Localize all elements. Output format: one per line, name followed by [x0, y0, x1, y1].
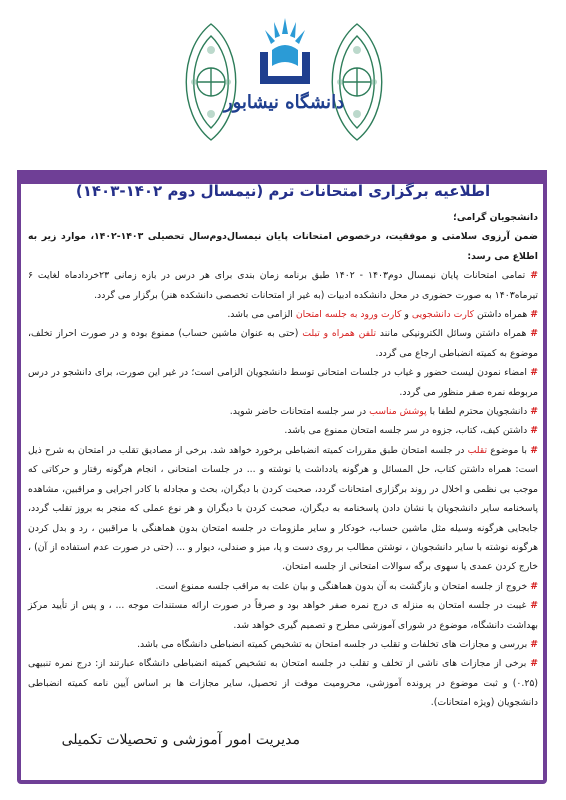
signature: مدیریت امور آموزشی و تحصیلات تکمیلی: [61, 732, 300, 748]
item-text: تمامی امتحانات پایان نیمسال دوم۱۴۰۳ - ۱۴۰۲ طبق برنامه زمان بندی برای هر درس در بازه زمانی ۲۳خرداد‌ماه لغایت ۶ تیرماه۱۴۰۳ به صورت حضوری در محل دانشکده ادبیات (به غیر از امتحانات تخصصی دانشکده هنر) برگزار می گردد.: [28, 270, 538, 301]
announcement-item: [28, 363, 538, 402]
greeting: دانشجویان گرامی؛: [453, 212, 538, 223]
highlighted-text: کارت دانشجویی: [411, 309, 475, 321]
item-hash-marker: #: [530, 270, 538, 282]
item-text: خروج از جلسه امتحان و بازگشت به آن بدون هماهنگی و بیان علت به مراقب جلسه ممنوع است.: [155, 580, 531, 592]
announcement-item: [28, 266, 538, 305]
announcement-item: [28, 324, 538, 363]
announcement-item: [28, 596, 538, 635]
announcement-item: [28, 421, 538, 440]
ornament-right-icon: [314, 20, 400, 144]
item-text: بررسی و مجازات های تخلفات و تقلب در جلسه امتحان به تشخیص کمیته انضباطی دانشگاه می باشد.: [137, 638, 531, 650]
announcement-item: [28, 577, 538, 596]
announcement-title: اطلاعیه برگزاری امتحانات ترم (نیمسال دوم ۱۴۰۲-۱۴۰۳): [75, 182, 491, 200]
item-hash-marker: #: [530, 309, 538, 321]
item-text: برخی از مجازات های ناشی از تخلف و تقلب در جلسه امتحان به تشخیص کمیته انضباطی دانشگاه عبارتند از: درج نمره تنبیهی (۰.۲۵) و ثبت موضوع در پرونده آموزشی، محرومیت موقت از تحصیل، سایر مجازات ها بر اساس آیین نامه کمیته انضباطی دانشجویان (ویژه امتحانات).: [28, 658, 538, 709]
announcement-items: [28, 266, 538, 712]
item-hash-marker: #: [530, 425, 538, 437]
item-hash-marker: #: [530, 600, 538, 612]
highlighted-text: تلفن همراه و تبلت: [302, 328, 377, 340]
item-text: همراه داشتن وسائل الکترونیکی مانند: [376, 328, 531, 340]
item-text: با موضوع: [487, 444, 531, 456]
item-text: همراه داشتن: [474, 309, 531, 321]
intro-paragraph: ضمن آرزوی سلامتی و موفقیت، درخصوص امتحانات پایان نیمسال‌دوم‌سال تحصیلی ۱۴۰۳-۱۴۰۲، موارد زیر به اطلاع می رسد:: [28, 231, 538, 262]
item-text: در جلسه امتحان طبق مقررات کمیته انضباطی برخورد خواهد شد. برخی از مصادیق تقلب در امتحان به شرح ذیل است: همراه داشتن کتاب، حل المسائل و هرگونه یادداشت یا نوشته و ... در جلسات امتحانی ، انجام هرگونه رفتار و حرکاتی که موجب بی نظمی و اخلال در روند برگزاری امتحانات گردد، صحبت کردن با دیگران، بحث و مجادله با کادر اجرایی و مراقبین، مشاهده پاسخنامه سایر دانشجویان یا نشان دادن پاسخنامه به دیگران، صحبت کردن با دیگران و هر نوع عملی که منجر به بروز تقلب گردد، جابجایی هرگونه وسیله مثل ماشین حساب، خودکار و سایر ملزومات در جلسه امتحان بدون هماهنگی با مراقبین ، رد و بدل کردن هرگونه نوشته با سایر دانشجویان ، نوشتن مطالب بر روی دست و پا، میز و صندلی، دیوار و ... (حتی در صورت عدم استفاده از آن) ، خارج کردن عمدی یا سهوی برگه سوالات امتحانی از جلسه امتحان.: [28, 444, 538, 573]
item-text: و: [401, 309, 412, 321]
item-hash-marker: #: [530, 638, 538, 650]
header: [0, 0, 566, 178]
item-text: غیبت در جلسه امتحان به منزله ی درج نمره صفر خواهد بود و صرفاً در صورت ارائه مستندات موجه ... ، و پس از تأیید مرکز بهداشت دانشگاه، موضوع در شورای آموزشی مطرح و تصمیم گیری خواهد شد.: [28, 600, 538, 631]
announcement-item: [28, 635, 538, 654]
item-text: امضاء نمودن لیست حضور و غیاب در جلسات امتحانی توسط دانشجویان الزامی است؛ در غیر این صورت، برای دانشجو در درس مربوطه نمره صفر منظور می گردد.: [28, 367, 538, 398]
announcement-item: [28, 305, 538, 324]
item-text: الزامی می باشد.: [227, 309, 296, 321]
item-text: دانشجویان محترم لطفا با: [426, 406, 531, 418]
announcement-item: [28, 402, 538, 421]
item-hash-marker: #: [530, 367, 538, 379]
item-hash-marker: #: [530, 444, 538, 456]
item-text: داشتن کیف، کتاب، جزوه در سر جلسه امتحان ممنوع می باشد.: [284, 425, 531, 437]
item-hash-marker: #: [530, 406, 538, 418]
item-text: در سر جلسه امتحانات حاضر شوید.: [229, 406, 370, 418]
highlighted-text: پوشش مناسب: [369, 406, 427, 418]
ornament-left-icon: [168, 20, 254, 144]
item-text: (حتی به عنوان ماشین حساب) ممنوع بوده و در صورت احراز تخلف، موضوع به کمیته انضباطی ارجاع می گردد.: [28, 328, 538, 359]
item-hash-marker: #: [530, 580, 538, 592]
item-hash-marker: #: [530, 328, 538, 340]
item-hash-marker: #: [530, 658, 538, 670]
university-name: دانشگاه نیشابور: [223, 92, 345, 113]
university-logo-icon: [252, 14, 318, 86]
announcement-item: [28, 654, 538, 712]
highlighted-text: تقلب: [467, 444, 488, 456]
highlighted-text: کارت ورود به جلسه امتحان: [295, 309, 402, 321]
announcement-body: [28, 208, 538, 713]
announcement-item: [28, 441, 538, 577]
